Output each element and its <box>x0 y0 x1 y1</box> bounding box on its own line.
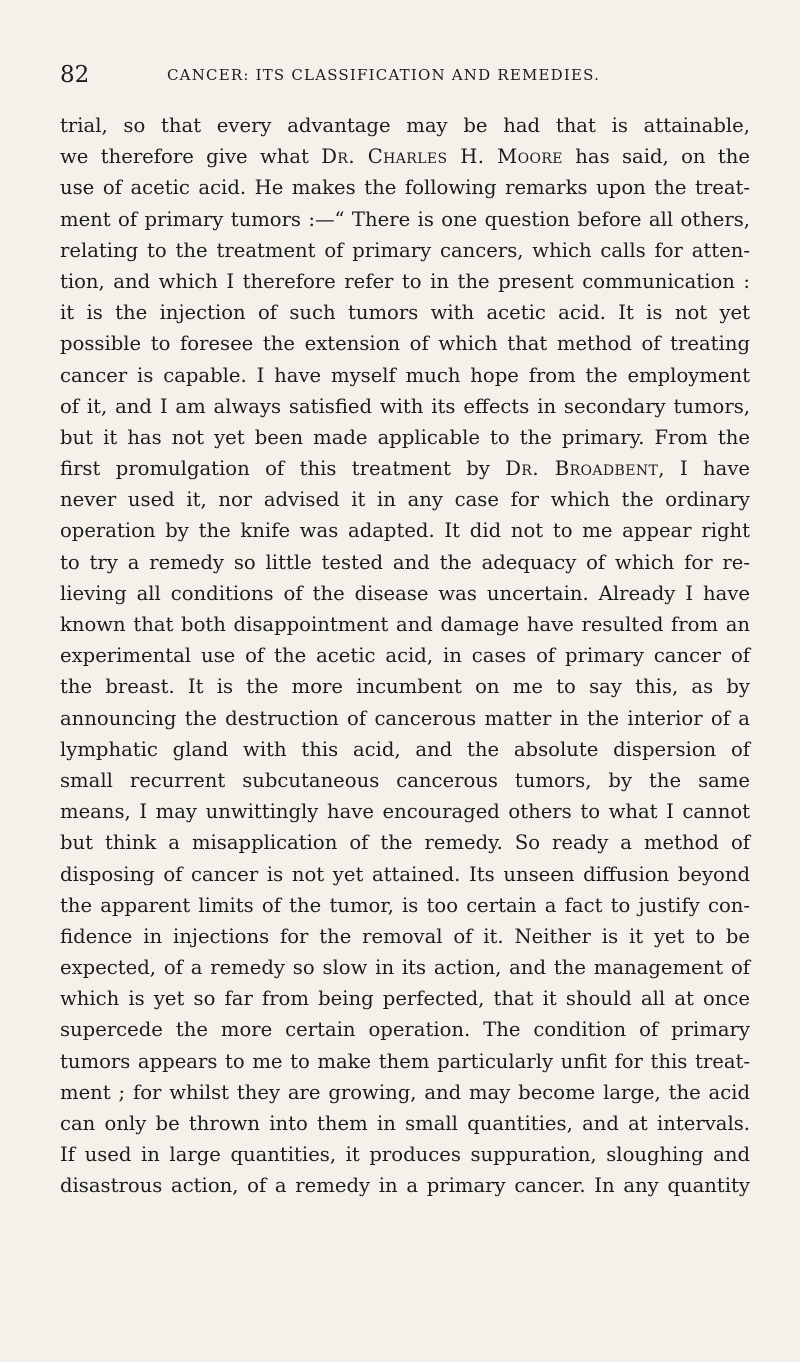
text-line <box>60 671 750 702</box>
text-run: small recurrent subcutaneous cancerous tumors, by the same <box>60 768 750 792</box>
text-line <box>60 141 750 172</box>
text-line <box>60 765 750 796</box>
text-line <box>60 172 750 203</box>
text-run: means, I may unwittingly have encouraged others to what I cannot <box>60 800 750 824</box>
text-line <box>60 1139 750 1170</box>
text-line <box>60 235 750 266</box>
text-line <box>60 703 750 734</box>
text-run: cancer is capable. I have myself much hope from the employment <box>60 363 750 387</box>
text-run: disposing of cancer is not yet attained. Its unseen diffusion beyond <box>60 862 750 886</box>
text-line <box>60 827 750 858</box>
person-name: Dr. Broadbent <box>505 457 659 481</box>
text-line <box>60 1046 750 1077</box>
text-line <box>60 453 750 484</box>
text-run: , I have <box>658 457 750 481</box>
text-run: it is the injection of such tumors with acetic acid. It is not yet <box>60 301 750 325</box>
text-run: can only be thrown into them in small quantities, and at intervals. <box>60 1112 750 1135</box>
body-text <box>60 110 750 1202</box>
text-run: supercede the more certain operation. The condition of primary <box>60 1018 750 1042</box>
text-run: tumors appears to me to make them particularly unfit for this treat- <box>60 1049 750 1073</box>
text-run: If used in large quantities, it produces suppuration, sloughing and <box>60 1143 750 1167</box>
text-line <box>60 859 750 890</box>
text-line <box>60 204 750 235</box>
text-run: ment of primary tumors :—“ There is one question before all others, <box>60 207 750 231</box>
text-line <box>60 952 750 983</box>
text-line <box>60 484 750 515</box>
text-run: disastrous action, of a remedy in a primary cancer. In any quantity <box>60 1174 750 1198</box>
text-run: fidence in injections for the removal of it. Neither is it yet to be <box>60 924 750 948</box>
text-line <box>60 734 750 765</box>
text-run: ment ; for whilst they are growing, and may become large, the acid <box>60 1080 750 1104</box>
text-run: possible to foresee the extension of which that method of treating <box>60 332 750 356</box>
text-run: first promulgation of this treatment by <box>60 457 506 481</box>
text-line <box>60 640 750 671</box>
text-run: known that both disappointment and damage have resulted from an <box>60 613 750 636</box>
text-run: expected, of a remedy so slow in its action, and the management of <box>60 956 750 980</box>
text-line <box>60 110 750 141</box>
text-line <box>60 1108 750 1139</box>
text-line <box>60 796 750 827</box>
text-line <box>60 1170 750 1201</box>
text-run: which is yet so far from being perfected, that it should all at once <box>60 987 750 1011</box>
text-run: tion, and which I therefore refer to in the present communication : <box>60 269 750 293</box>
text-line <box>60 266 750 297</box>
text-run: trial, so that every advantage may be had that is attainable, <box>60 114 750 137</box>
text-line <box>60 515 750 546</box>
text-run: the breast. It is the more incumbent on me to say this, as by <box>60 675 750 699</box>
text-run: has said, on the <box>562 145 750 169</box>
text-line <box>60 360 750 391</box>
text-line <box>60 1014 750 1045</box>
text-run: use of acetic acid. He makes the following remarks upon the treat- <box>60 176 750 200</box>
text-run: operation by the knife was adapted. It did not to me appear right <box>60 519 750 543</box>
text-run: the apparent limits of the tumor, is too certain a fact to justify con- <box>60 893 750 917</box>
running-title: CANCER: ITS CLASSIFICATION AND REMEDIES. <box>167 66 601 84</box>
text-line <box>60 609 750 640</box>
text-run: never used it, nor advised it in any case for which the ordinary <box>60 488 750 512</box>
text-line <box>60 547 750 578</box>
text-line <box>60 391 750 422</box>
page-number: 82 <box>60 62 90 88</box>
text-line <box>60 328 750 359</box>
text-run: experimental use of the acetic acid, in cases of primary cancer of <box>60 644 750 668</box>
running-head <box>60 62 760 88</box>
text-run: but think a misapplication of the remedy. So ready a method of <box>60 831 750 855</box>
text-run: we therefore give what <box>60 145 322 169</box>
text-line <box>60 297 750 328</box>
text-line <box>60 422 750 453</box>
text-line <box>60 890 750 921</box>
person-name: Dr. Charles H. Moore <box>321 145 563 169</box>
text-run: relating to the treatment of primary cancers, which calls for atten- <box>60 238 750 262</box>
text-run: to try a remedy so little tested and the adequacy of which for re- <box>60 550 750 574</box>
text-line <box>60 1077 750 1108</box>
text-line <box>60 921 750 952</box>
text-line <box>60 983 750 1014</box>
text-run: announcing the destruction of cancerous matter in the interior of a <box>60 706 750 730</box>
text-run: lymphatic gland with this acid, and the absolute dispersion of <box>60 737 750 761</box>
text-run: of it, and I am always satisfied with its effects in secondary tumors, <box>60 394 750 418</box>
text-run: but it has not yet been made applicable to the primary. From the <box>60 425 750 449</box>
text-line <box>60 578 750 609</box>
text-run: lieving all conditions of the disease was uncertain. Already I have <box>60 581 750 605</box>
